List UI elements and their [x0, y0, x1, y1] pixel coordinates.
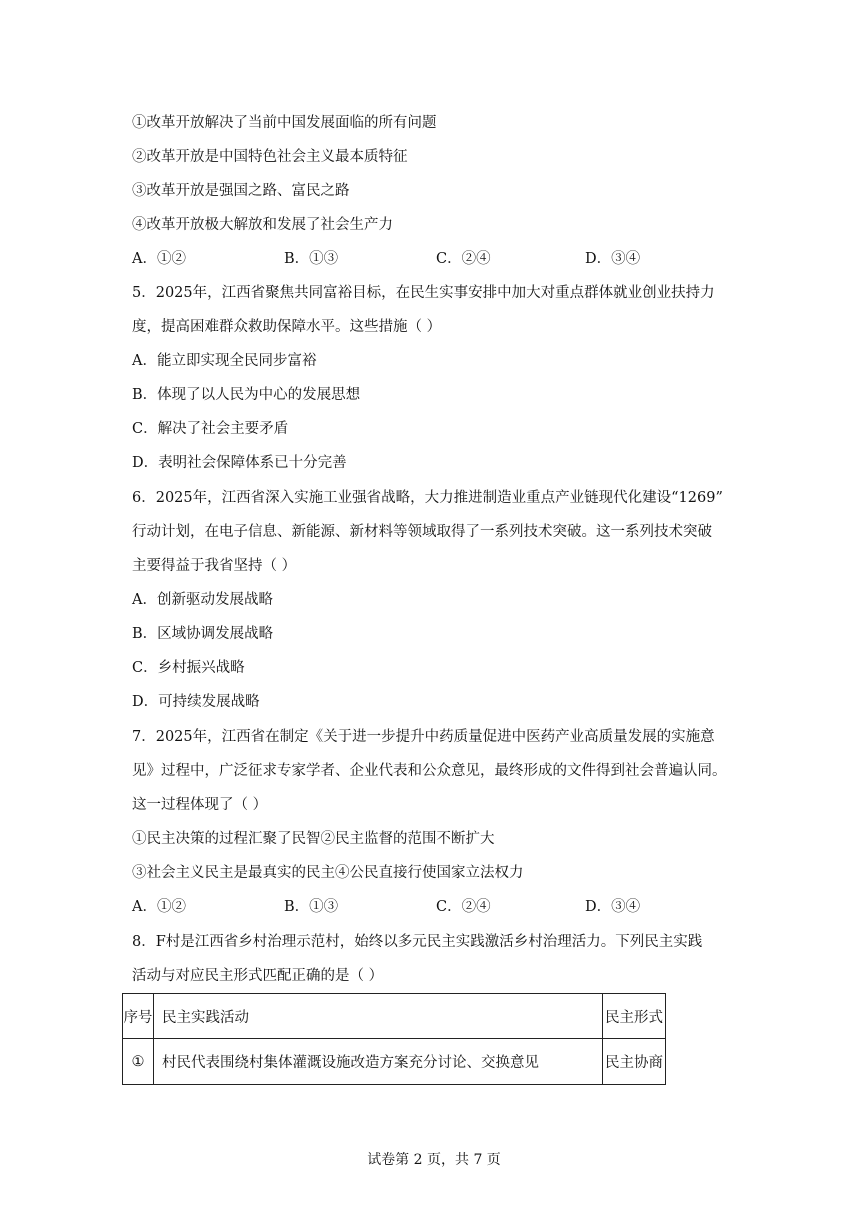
q7-option-b: B．①③ — [284, 899, 339, 915]
q8-stem-line-2: 活动与对应民主形式匹配正确的是（ ） — [132, 968, 384, 984]
q8-stem-line-1: 8．F村是江西省乡村治理示范村，始终以多元民主实践激活乡村治理活力。下列民主实践 — [132, 934, 703, 950]
q4-statement-1: ①改革开放解决了当前中国发展面临的所有问题 — [132, 115, 437, 131]
q6-option-a: A．创新驱动发展战略 — [132, 592, 273, 608]
q6-option-d: D．可持续发展战略 — [132, 694, 260, 710]
q4-statement-3: ③改革开放是强国之路、富民之路 — [132, 183, 350, 199]
q7-option-c: C．②④ — [436, 899, 491, 915]
table-header-activity: 民主实践活动 — [154, 994, 603, 1039]
q7-statements-line-2: ③社会主义民主是最真实的民主④公民直接行使国家立法权力 — [132, 865, 524, 881]
q5-stem-line-1: 5．2025年，江西省聚焦共同富裕目标，在民生实事安排中加大对重点群体就业创业扶持力 — [132, 285, 715, 301]
table-cell-activity: 村民代表围绕村集体灌溉设施改造方案充分讨论、交换意见 — [154, 1039, 603, 1085]
table-header-row — [123, 994, 666, 1039]
table-row — [123, 1039, 666, 1085]
q8-table — [122, 993, 666, 1085]
q4-option-c: C．②④ — [436, 251, 491, 267]
q4-option-b: B．①③ — [284, 251, 339, 267]
q4-option-d: D．③④ — [585, 251, 641, 267]
q7-stem-line-3: 这一过程体现了（ ） — [132, 797, 268, 813]
table-header-form: 民主形式 — [603, 994, 666, 1039]
q7-stem-line-2: 见》过程中，广泛征求专家学者、企业代表和公众意见，最终形成的文件得到社会普遍认同。 — [132, 763, 727, 779]
table-header-index: 序号 — [123, 994, 154, 1039]
q4-option-a: A．①② — [132, 251, 186, 267]
q6-stem-line-2: 行动计划，在电子信息、新能源、新材料等领域取得了一系列技术突破。这一系列技术突破 — [132, 524, 712, 540]
q6-stem-line-3: 主要得益于我省坚持（ ） — [132, 558, 297, 574]
q5-stem-line-2: 度，提高困难群众救助保障水平。这些措施（ ） — [132, 319, 442, 335]
q7-statements-line-1: ①民主决策的过程汇聚了民智②民主监督的范围不断扩大 — [132, 831, 495, 847]
q7-option-d: D．③④ — [585, 899, 641, 915]
q7-option-a: A．①② — [132, 899, 186, 915]
q5-option-c: C．解决了社会主要矛盾 — [132, 421, 289, 437]
table-cell-index: ① — [123, 1039, 154, 1085]
q6-option-b: B．区域协调发展战略 — [132, 626, 274, 642]
q5-option-d: D．表明社会保障体系已十分完善 — [132, 455, 347, 471]
q4-statement-4: ④改革开放极大解放和发展了社会生产力 — [132, 217, 393, 233]
table-cell-form: 民主协商 — [603, 1039, 666, 1085]
q5-option-b: B．体现了以人民为中心的发展思想 — [132, 387, 361, 403]
page-footer: 试卷第 2 页，共 7 页 — [367, 1152, 501, 1168]
q6-stem-line-1: 6．2025年，江西省深入实施工业强省战略，大力推进制造业重点产业链现代化建设“1269” — [132, 490, 723, 506]
q5-option-a: A．能立即实现全民同步富裕 — [132, 353, 317, 369]
q6-option-c: C．乡村振兴战略 — [132, 660, 245, 676]
q7-stem-line-1: 7．2025年，江西省在制定《关于进一步提升中药质量促进中医药产业高质量发展的实施意 — [132, 729, 715, 745]
q4-statement-2: ②改革开放是中国特色社会主义最本质特征 — [132, 149, 408, 165]
